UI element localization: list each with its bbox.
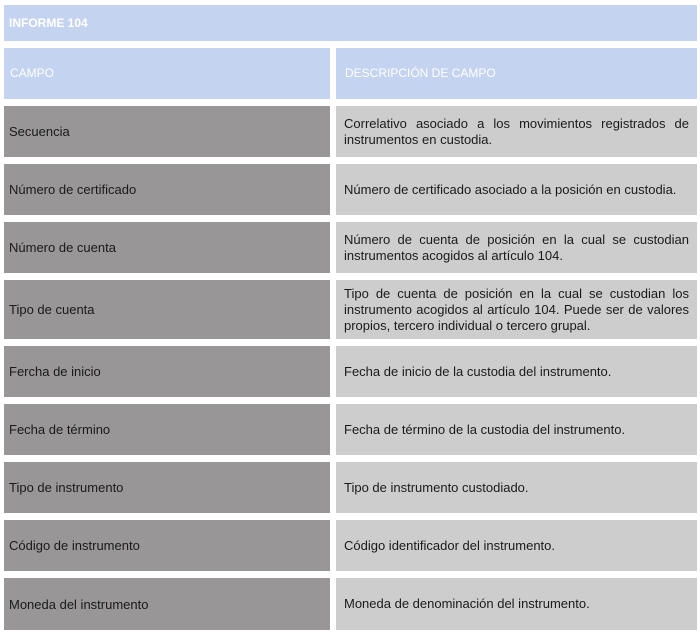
field-name-cell [4,578,330,630]
field-name-cell [4,222,330,273]
field-name: Secuencia [9,124,70,139]
field-description-cell [336,164,697,215]
table-row [0,520,700,571]
field-description-cell [336,222,697,273]
table-row [0,404,700,455]
field-name: Fercha de inicio [9,364,101,379]
field-name: Fecha de término [9,422,111,437]
field-description-cell [336,346,697,397]
field-name: Tipo de cuenta [9,302,95,317]
table-row [0,462,700,513]
field-description: Número de cuenta de posición en la cual se custodian instrumentos acogidos al artículo 104. [344,231,689,263]
field-description-cell [336,106,697,157]
field-description-cell [336,280,697,339]
field-name-cell [4,404,330,455]
field-description: Tipo de instrumento custodiado. [344,479,529,495]
field-name: Número de cuenta [9,240,116,255]
field-name: Código de instrumento [9,538,140,553]
field-name-cell [4,520,330,571]
column-header-field: CAMPO [4,48,330,99]
column-header-description: DESCRIPCIÓN DE CAMPO [336,48,697,99]
field-name-cell [4,462,330,513]
table-row [0,346,700,397]
field-name-cell [4,164,330,215]
table-title: INFORME 104 [4,5,697,41]
field-description: Correlativo asociado a los movimientos registrados de instrumentos en custodia. [344,115,689,147]
field-name-cell [4,280,330,339]
field-description-cell [336,520,697,571]
field-description: Código identificador del instrumento. [344,537,556,553]
field-description-cell [336,578,697,630]
field-name-cell [4,106,330,157]
field-name-cell [4,346,330,397]
table-row [0,106,700,157]
table-row [0,164,700,215]
table-row [0,578,700,630]
field-description: Fecha de término de la custodia del instrumento. [344,421,626,437]
field-description-cell [336,462,697,513]
field-description: Moneda de denominación del instrumento. [344,596,590,611]
table-row [0,222,700,273]
field-description: Fecha de inicio de la custodia del instrumento. [344,363,612,379]
field-name: Número de certificado [9,182,137,197]
field-description: Tipo de cuenta de posición en la cual se custodian los instrumento acogidos al artículo 104. Puede ser de valores propios, tercero individual o tercero grupal. [344,285,689,333]
field-description: Número de certificado asociado a la posición en custodia. [344,181,677,197]
field-name: Moneda del instrumento [9,596,149,612]
field-name: Tipo de instrumento [9,480,124,495]
field-description-cell [336,404,697,455]
table-row [0,280,700,339]
